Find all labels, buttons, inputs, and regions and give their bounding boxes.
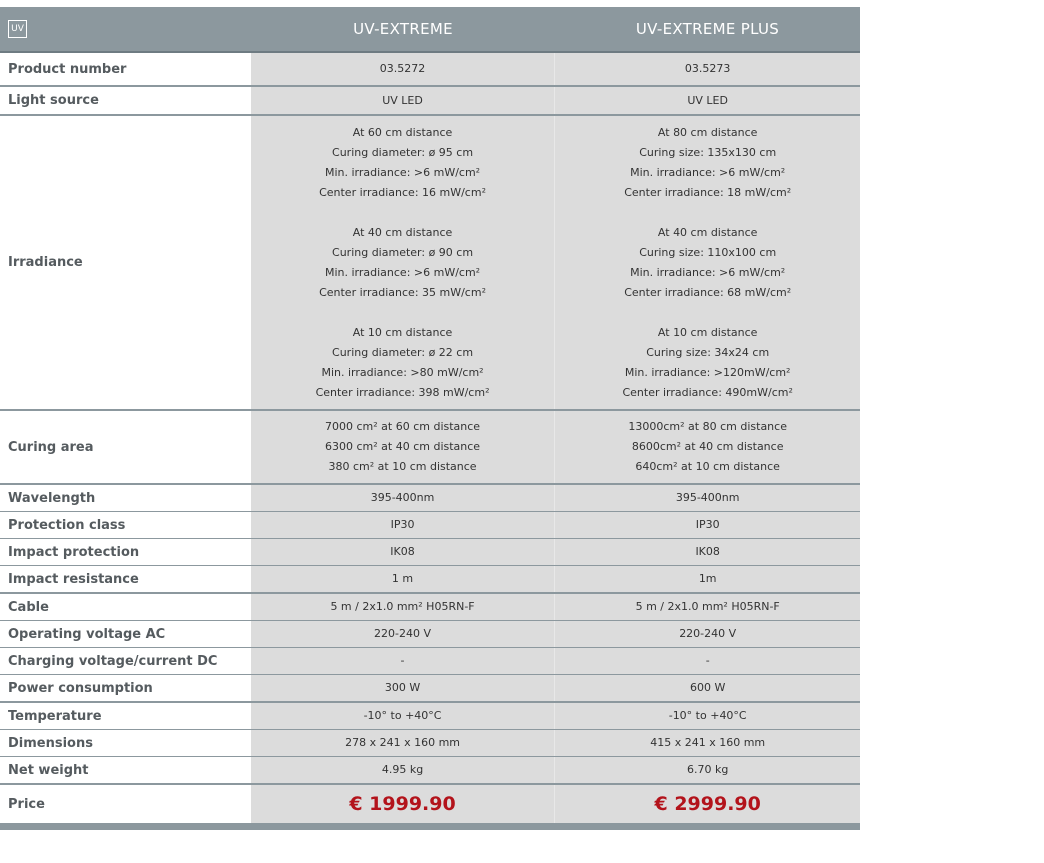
- cell-uv-extreme-plus: [554, 87, 860, 114]
- cell-line: Curing size: 34x24 cm: [646, 345, 770, 359]
- cell-uv-extreme-plus: [554, 594, 860, 620]
- cell-line: 1 m: [391, 572, 414, 585]
- cell-line: Center irradiance: 35 mW/cm²: [319, 285, 486, 299]
- cell-line: 03.5273: [684, 62, 731, 75]
- table-row: [0, 675, 860, 703]
- table-row: [0, 512, 860, 539]
- table-row: [0, 539, 860, 566]
- cell-uv-extreme: [251, 485, 555, 511]
- price-value: € 1999.90: [349, 793, 456, 815]
- row-label: Protection class: [0, 512, 251, 538]
- row-label: Irradiance: [0, 116, 251, 409]
- row-label: Charging voltage/current DC: [0, 648, 251, 674]
- table-row: [0, 785, 860, 825]
- row-label: Cable: [0, 594, 251, 620]
- table-row: [0, 594, 860, 621]
- table-row: [0, 703, 860, 730]
- row-label: Dimensions: [0, 730, 251, 756]
- cell-line: 8600cm² at 40 cm distance: [631, 440, 784, 453]
- column-header-uv-extreme-plus: UV-EXTREME PLUS: [635, 20, 780, 38]
- cell-line: 03.5272: [379, 62, 426, 75]
- cell-uv-extreme: [251, 675, 555, 701]
- cell-line: Center irradiance: 16 mW/cm²: [319, 185, 486, 199]
- cell-line: Min. irradiance: >120mW/cm²: [624, 365, 791, 379]
- table-row: [0, 566, 860, 594]
- row-label: Curing area: [0, 411, 251, 483]
- cell-uv-extreme-plus: [554, 675, 860, 701]
- table-row: [0, 757, 860, 785]
- cell-line: 278 x 241 x 160 mm: [345, 736, 460, 749]
- cell-line: At 40 cm distance: [352, 225, 453, 239]
- cell-line: At 80 cm distance: [657, 125, 758, 139]
- cell-line: Min. irradiance: >6 mW/cm²: [324, 165, 481, 179]
- cell-uv-extreme-plus: [554, 539, 860, 565]
- cell-uv-extreme-plus: [554, 648, 860, 674]
- spec-table: [0, 7, 860, 830]
- cell-uv-extreme-plus: [554, 485, 860, 511]
- table-row: [0, 87, 860, 116]
- row-label: Impact resistance: [0, 566, 251, 592]
- cell-line: Center irradiance: 398 mW/cm²: [315, 385, 490, 399]
- cell-uv-extreme: [251, 539, 555, 565]
- cell-line: Center irradiance: 490mW/cm²: [622, 385, 793, 399]
- cell-line: 13000cm² at 80 cm distance: [628, 420, 787, 433]
- cell-uv-extreme-plus: [554, 116, 860, 409]
- cell-line: 220-240 V: [374, 627, 432, 640]
- row-label: Wavelength: [0, 485, 251, 511]
- cell-line: 6300 cm² at 40 cm distance: [325, 440, 481, 453]
- cell-line: UV LED: [382, 93, 423, 107]
- cell-line: 6.70 kg: [687, 763, 729, 776]
- cell-uv-extreme: [251, 87, 555, 114]
- price-value: € 2999.90: [654, 793, 761, 815]
- cell-line: 5 m / 2x1.0 mm² H05RN-F: [635, 600, 780, 613]
- cell-line: 395-400nm: [675, 491, 740, 504]
- row-label: Price: [0, 785, 251, 823]
- cell-line: Curing diameter: ø 90 cm: [332, 245, 474, 259]
- cell-uv-extreme-plus: [554, 566, 860, 592]
- table-header: [0, 7, 860, 53]
- table-row: [0, 411, 860, 485]
- cell-line: -: [400, 654, 405, 667]
- cell-line: 4.95 kg: [381, 763, 424, 776]
- cell-line: Curing diameter: ø 95 cm: [332, 145, 474, 159]
- cell-line: Curing size: 110x100 cm: [639, 245, 777, 259]
- cell-line: 7000 cm² at 60 cm distance: [325, 420, 481, 433]
- table-row: [0, 485, 860, 512]
- cell-uv-extreme-plus: [554, 512, 860, 538]
- cell-line: 415 x 241 x 160 mm: [650, 736, 766, 749]
- cell-uv-extreme-plus: [554, 621, 860, 647]
- cell-uv-extreme: [251, 512, 555, 538]
- cell-line: 5 m / 2x1.0 mm² H05RN-F: [330, 600, 475, 613]
- cell-uv-extreme: [251, 53, 555, 85]
- cell-uv-extreme-plus: [554, 730, 860, 756]
- cell-uv-extreme: [251, 594, 555, 620]
- cell-line: IP30: [695, 518, 720, 531]
- cell-line: -: [705, 654, 710, 667]
- cell-line: UV LED: [687, 93, 728, 107]
- cell-uv-extreme: [251, 566, 555, 592]
- cell-uv-extreme-plus: [554, 53, 860, 85]
- cell-uv-extreme: [251, 757, 555, 783]
- cell-line: Min. irradiance: >6 mW/cm²: [630, 265, 786, 279]
- table-bottom-border: [0, 825, 860, 830]
- row-label: Power consumption: [0, 675, 251, 701]
- uv-badge-icon: UV: [8, 20, 27, 38]
- cell-line: 395-400nm: [370, 491, 435, 504]
- cell-line: 380 cm² at 10 cm distance: [328, 460, 477, 473]
- cell-line: At 60 cm distance: [352, 125, 453, 139]
- row-label: Net weight: [0, 757, 251, 783]
- table-row: [0, 621, 860, 648]
- cell-uv-extreme-plus: [554, 757, 860, 783]
- cell-line: At 40 cm distance: [657, 225, 758, 239]
- cell-line: IK08: [695, 545, 720, 558]
- cell-line: Min. irradiance: >80 mW/cm²: [321, 365, 484, 379]
- cell-line: Center irradiance: 18 mW/cm²: [624, 185, 792, 199]
- cell-uv-extreme: [251, 703, 555, 729]
- cell-line: At 10 cm distance: [352, 325, 453, 339]
- header-corner: [0, 7, 251, 51]
- cell-line: Min. irradiance: >6 mW/cm²: [630, 165, 786, 179]
- cell-line: 220-240 V: [679, 627, 737, 640]
- cell-uv-extreme: [251, 785, 555, 823]
- table-row: [0, 116, 860, 411]
- cell-line: IP30: [390, 518, 415, 531]
- cell-line: IK08: [390, 545, 415, 558]
- cell-line: 1m: [698, 572, 717, 585]
- cell-uv-extreme: [251, 648, 555, 674]
- table-row: [0, 730, 860, 757]
- cell-line: Min. irradiance: >6 mW/cm²: [324, 265, 481, 279]
- row-label: Operating voltage AC: [0, 621, 251, 647]
- cell-uv-extreme-plus: [554, 411, 860, 483]
- cell-line: -10° to +40°C: [363, 709, 442, 722]
- row-label: Temperature: [0, 703, 251, 729]
- cell-uv-extreme-plus: [554, 703, 860, 729]
- cell-line: -10° to +40°C: [668, 709, 747, 722]
- cell-line: At 10 cm distance: [657, 325, 758, 339]
- cell-uv-extreme: [251, 730, 555, 756]
- table-row: [0, 53, 860, 87]
- cell-uv-extreme: [251, 411, 555, 483]
- cell-line: 300 W: [384, 681, 421, 694]
- column-header-uv-extreme: UV-EXTREME: [353, 20, 453, 38]
- cell-line: Curing size: 135x130 cm: [639, 145, 777, 159]
- cell-uv-extreme: [251, 621, 555, 647]
- row-label: Light source: [0, 87, 251, 114]
- cell-line: 640cm² at 10 cm distance: [635, 460, 780, 473]
- cell-uv-extreme: [251, 116, 555, 409]
- table-row: [0, 648, 860, 675]
- row-label: Product number: [0, 53, 251, 85]
- cell-line: Curing diameter: ø 22 cm: [332, 345, 474, 359]
- cell-line: 600 W: [689, 681, 726, 694]
- cell-uv-extreme-plus: [554, 785, 860, 823]
- cell-line: Center irradiance: 68 mW/cm²: [624, 285, 792, 299]
- row-label: Impact protection: [0, 539, 251, 565]
- table-body: [0, 53, 860, 825]
